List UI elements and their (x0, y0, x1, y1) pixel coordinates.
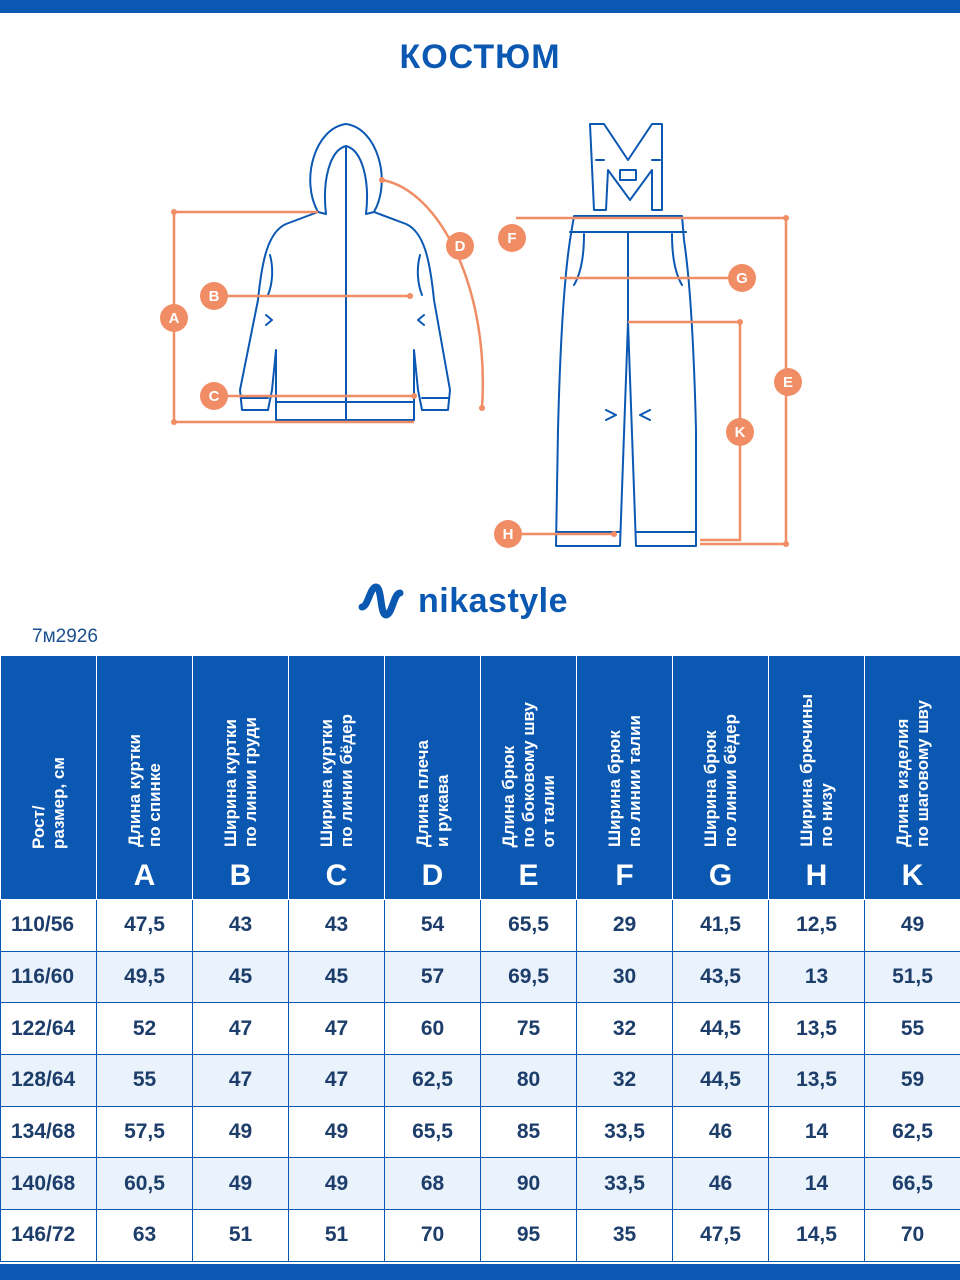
measurement-cell: 63 (97, 1210, 193, 1262)
marker-k (726, 418, 754, 446)
measurement-cell: 85 (481, 1106, 577, 1158)
measurement-cell: 44,5 (673, 1055, 769, 1107)
header-k: Длина изделия по шаговому шву K (865, 656, 960, 900)
measurement-cell: 47 (289, 1003, 385, 1055)
svg-text:D: D (454, 238, 466, 255)
measurement-cell: 32 (577, 1055, 673, 1107)
header-h: Ширина брючины по низу H (769, 656, 865, 900)
measurement-cell: 14 (769, 1158, 865, 1210)
measurement-cell: 13 (769, 951, 865, 1003)
header-e: Длина брюк по боковому шву от талии E (481, 656, 577, 900)
header-d: Длина плеча и рукава D (385, 656, 481, 900)
measurement-cell: 70 (385, 1210, 481, 1262)
marker-h (494, 520, 522, 548)
measurement-cell: 69,5 (481, 951, 577, 1003)
measurement-cell: 65,5 (385, 1106, 481, 1158)
page-title: КОСТЮМ (399, 38, 561, 76)
brand-name: nikastyle (418, 581, 569, 620)
measurement-cell: 47 (193, 1003, 289, 1055)
article-number: 7м2926 (32, 626, 98, 647)
measurement-cell: 80 (481, 1055, 577, 1107)
table-row (1, 900, 960, 952)
measurement-cell: 60 (385, 1003, 481, 1055)
measurement-cell: 57,5 (97, 1106, 193, 1158)
measurement-cell: 46 (673, 1158, 769, 1210)
table-row (1, 1106, 960, 1158)
measurement-cell: 68 (385, 1158, 481, 1210)
brand-logo (358, 578, 568, 624)
size-cell: 134/68 (1, 1106, 97, 1158)
measurement-cell: 29 (577, 900, 673, 952)
measurement-cell: 55 (97, 1055, 193, 1107)
table-row (1, 1055, 960, 1107)
svg-text:A: A (168, 310, 180, 327)
marker-b (200, 282, 228, 310)
measurement-cell: 49 (289, 1158, 385, 1210)
svg-text:E: E (782, 374, 794, 391)
measurement-cell: 33,5 (577, 1158, 673, 1210)
measurement-cell: 33,5 (577, 1106, 673, 1158)
measurement-cell: 44,5 (673, 1003, 769, 1055)
marker-a (160, 304, 188, 332)
measurement-cell: 47,5 (97, 900, 193, 952)
measurement-cell: 59 (865, 1055, 960, 1107)
measurement-cell: 43 (289, 900, 385, 952)
svg-text:B: B (208, 288, 220, 305)
measurement-cell: 65,5 (481, 900, 577, 952)
table-row (1, 951, 960, 1003)
measurement-cell: 75 (481, 1003, 577, 1055)
measurement-cell: 43 (193, 900, 289, 952)
size-cell: 146/72 (1, 1210, 97, 1262)
measurement-cell: 54 (385, 900, 481, 952)
measurement-cell: 51,5 (865, 951, 960, 1003)
measurement-cell: 13,5 (769, 1055, 865, 1107)
measurement-cell: 90 (481, 1158, 577, 1210)
measurement-cell: 62,5 (865, 1106, 960, 1158)
header-b: Ширина куртки по линии груди B (193, 656, 289, 900)
measurement-cell: 49 (193, 1106, 289, 1158)
measurement-cell: 43,5 (673, 951, 769, 1003)
measurement-cell: 51 (193, 1210, 289, 1262)
measurement-cell: 49 (193, 1158, 289, 1210)
table-header-row (1, 656, 960, 900)
svg-text:K: K (734, 424, 746, 441)
header-a: Длина куртки по спинке A (97, 656, 193, 900)
measurement-cell: 30 (577, 951, 673, 1003)
measurement-cell: 49 (865, 900, 960, 952)
measurement-cell: 52 (97, 1003, 193, 1055)
measurement-cell: 49,5 (97, 951, 193, 1003)
measurement-cell: 51 (289, 1210, 385, 1262)
measurement-cell: 45 (289, 951, 385, 1003)
table-row (1, 1003, 960, 1055)
marker-e (774, 368, 802, 396)
nikastyle-logo-icon (358, 579, 408, 623)
measurement-cell: 60,5 (97, 1158, 193, 1210)
size-table (0, 655, 960, 1262)
header-size: Рост/ размер, см (1, 656, 97, 900)
measurement-cell: 95 (481, 1210, 577, 1262)
table-row (1, 1210, 960, 1262)
measurement-cell: 41,5 (673, 900, 769, 952)
marker-f (498, 224, 526, 252)
measurement-cell: 13,5 (769, 1003, 865, 1055)
measurement-cell: 14 (769, 1106, 865, 1158)
svg-text:C: C (208, 388, 220, 405)
size-cell: 140/68 (1, 1158, 97, 1210)
bottom-accent-bar (0, 1264, 960, 1280)
measurement-cell: 45 (193, 951, 289, 1003)
table-body (1, 900, 960, 1262)
measurement-cell: 47 (289, 1055, 385, 1107)
top-accent-bar (0, 0, 960, 13)
svg-text:H: H (502, 526, 514, 543)
size-cell: 110/56 (1, 900, 97, 952)
measurement-cell: 14,5 (769, 1210, 865, 1262)
measure-line-k (628, 322, 740, 540)
header-g: Ширина брюк по линии бёдер G (673, 656, 769, 900)
size-cell: 116/60 (1, 951, 97, 1003)
header-c: Ширина куртки по линии бёдер C (289, 656, 385, 900)
marker-g (728, 264, 756, 292)
size-cell: 122/64 (1, 1003, 97, 1055)
measurement-cell: 49 (289, 1106, 385, 1158)
garment-diagram (0, 100, 960, 560)
measurement-cell: 66,5 (865, 1158, 960, 1210)
measurement-cell: 70 (865, 1210, 960, 1262)
measurement-cell: 12,5 (769, 900, 865, 952)
size-cell: 128/64 (1, 1055, 97, 1107)
measurement-cell: 57 (385, 951, 481, 1003)
measurement-cell: 32 (577, 1003, 673, 1055)
measurement-cell: 35 (577, 1210, 673, 1262)
overalls-straps (590, 124, 662, 210)
measurement-cell: 62,5 (385, 1055, 481, 1107)
measurement-cell: 47,5 (673, 1210, 769, 1262)
svg-text:F: F (507, 230, 517, 247)
measurement-cell: 47 (193, 1055, 289, 1107)
table-row (1, 1158, 960, 1210)
svg-text:G: G (736, 270, 748, 287)
measurement-cell: 55 (865, 1003, 960, 1055)
header-f: Ширина брюк по линии талии F (577, 656, 673, 900)
marker-d (446, 232, 474, 260)
marker-c (200, 382, 228, 410)
measurement-cell: 46 (673, 1106, 769, 1158)
